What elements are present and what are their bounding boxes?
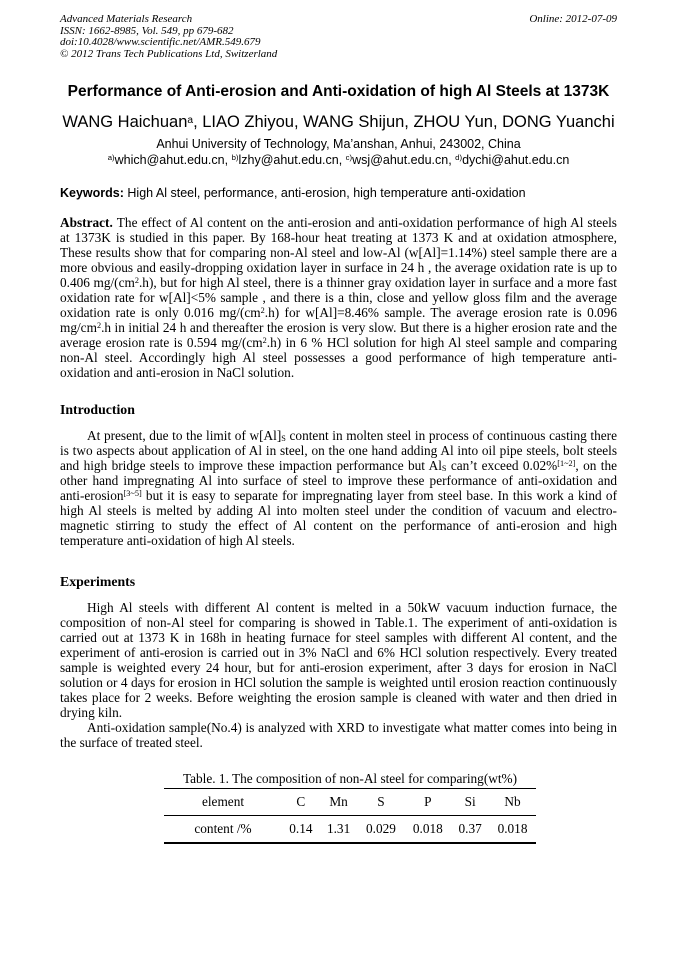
journal-title: Advanced Materials Research	[60, 13, 193, 25]
table-cell-label: content /%	[194, 820, 252, 836]
table-header-c: C	[296, 793, 306, 809]
author-emails-line: $^{a)}$which@ahut.edu.cn, $^{b)}$lzhy@ahut.edu.cn, $^{c)}$wsj@ahut.edu.cn, $^{d)}$dychi@ahut.edu.cn	[107, 152, 570, 167]
section-heading-introduction: Introduction	[60, 401, 135, 417]
table-cell-c: 0.14	[289, 820, 313, 836]
table-header-s: S	[377, 793, 385, 809]
table-caption: Table. 1. The composition of non-Al steel for comparing(wt%)	[182, 770, 518, 786]
composition-table	[164, 788, 536, 844]
table-header-si: Si	[464, 793, 476, 809]
authors-line: WANG Haichuan$^a$, LIAO Zhiyou, WANG Shijun, ZHOU Yun, DONG Yuanchi	[62, 113, 615, 132]
section-heading-experiments: Experiments	[60, 573, 136, 589]
journal-issn-line: ISSN: 1662-8985, Vol. 549, pp 679-682	[60, 24, 234, 37]
experiments-paragraph-2: Anti-oxidation sample(No.4) is analyzed with XRD to investigate what matter comes into being in the surface of treated steel.	[60, 719, 617, 750]
table-header-mn: Mn	[329, 793, 348, 809]
table-cell-s: 0.029	[365, 820, 396, 836]
composition-table-block	[164, 771, 536, 844]
table-header-nb: Nb	[504, 793, 521, 809]
experiments-paragraph-1: High Al steels with different Al content is melted in a 50kW vacuum induction furnace, the composition of non-Al steel for comparing is showed in Table.1. The experiment of anti-oxidation is carried out at 1373 K in 168h in heating furnace for steel samples with different Al content, and the experiment of anti-erosion is carried out in 3% NaCl and 6% HCl solution respectively. Every treated sample is weighted every 24 hour, but for anti-erosion experiment, after 3 days for erosion in NaCl solution or 4 days for erosion in HCl solution the sample is weighted until erosion reaction continuously takes place for 2 weeks. Before weighting the erosion sample is cleaned with water and then dried in drying kiln.	[60, 599, 617, 720]
table-header-row	[164, 788, 536, 815]
abstract-paragraph: Abstract. The effect of Al content on the anti-erosion and anti-oxidation performance of high Al steels at 1373K is studied in this paper. By 168-hour heat treating at 1373 K and at oxidation atmosphere, These results show that for comparing non-Al steel and low-Al (w[Al]=1.14%) steel sample there are a more obvious and easily-dropping oxidation layer in surface in 24 h , the average oxidation rate is up to 0.406 $mg/(cm^2.h)$, but for high Al steel, there is a thinner gray oxidation layer in surface and a more fast oxidation rate for w[Al]<5% sample , and there is a thin, close and yellow gloss film and the average oxidation rate is only 0.016 $mg/(cm^2.h)$ for w[Al]=8.46% sample. The average erosion rate is 0.096 $mg/cm^2.h$ in initial 24 h and thereafter the erosion is very slow. But there is a higher erosion rate and the average erosion rate is 0.594 $mg/(cm^2.h)$ in 6 % HCl solution for high Al steel sample and comparing non-Al steel. Accordingly high Al steel possesses a good performance of high temperature anti-oxidation and anti-erosion in NaCl solution.	[60, 214, 617, 380]
table-header-element: element	[201, 793, 245, 809]
keywords-line: Keywords: High Al steel, performance, anti-erosion, high temperature anti-oxidation	[60, 186, 526, 201]
table-cell-si: 0.37	[458, 820, 482, 836]
affiliation-line: Anhui University of Technology, Ma’anshan, Anhui, 243002, China	[156, 137, 521, 152]
table-cell-nb: 0.018	[497, 820, 528, 836]
journal-doi-line: doi:10.4028/www.scientific.net/AMR.549.679	[60, 36, 261, 49]
online-date: Online: 2012-07-09	[529, 13, 617, 25]
table-content-row	[164, 815, 536, 843]
table-cell-p: 0.018	[412, 820, 443, 836]
journal-copyright-line: © 2012 Trans Tech Publications Ltd, Switzerland	[60, 47, 278, 60]
table-header-p: P	[424, 793, 432, 809]
journal-header-left	[60, 14, 277, 60]
journal-header	[60, 14, 617, 60]
paper-title: Performance of Anti-erosion and Anti-oxidation of high Al Steels at 1373K	[67, 83, 610, 101]
table-cell-mn: 1.31	[326, 820, 351, 836]
introduction-paragraph: At present, due to the limit of $w[Al]_S$ content in molten steel in process of continuous casting there is two aspects about application of Al in steel, on the one hand adding Al into oil pipe steels, bolt steels and high bridge steels to improve these impaction performance but $Al_S$ can’t exceed 0.02%[1~2], on the other hand impregnating Al into surface of steel to improve these performance of anti-oxidation and anti-erosion[3~5] but it is easy to separate for impregnating layer from steel base. In this work a kind of high Al steels is melted by adding Al into molten steel under the condition of vacuum and electro-magnetic stirring to study the effect of Al content on the performance of anti-erosion and high temperature anti-oxidation of high Al steels.	[60, 427, 618, 548]
